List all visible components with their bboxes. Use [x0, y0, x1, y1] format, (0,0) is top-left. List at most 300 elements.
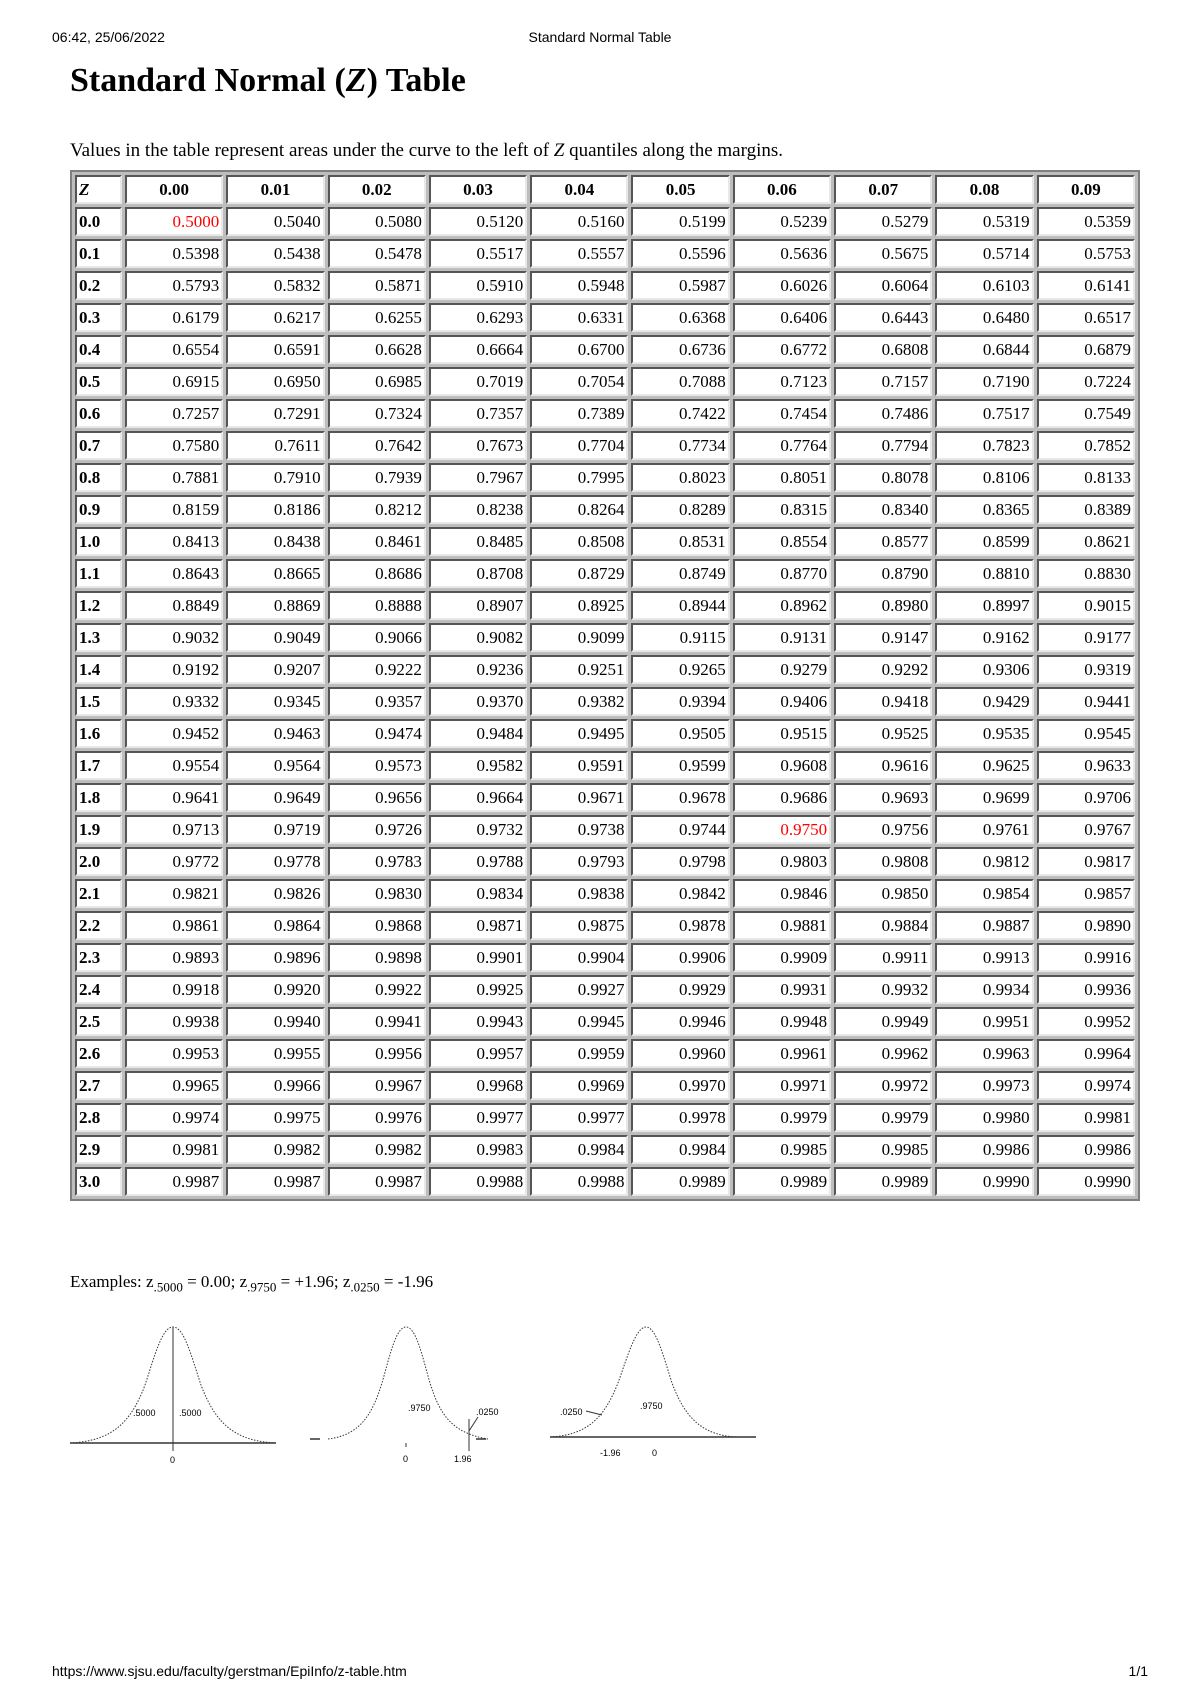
table-cell: 0.8051	[733, 463, 831, 492]
table-cell: 0.7324	[328, 399, 426, 428]
table-cell: 0.9345	[226, 687, 324, 716]
left-area-label: .9750	[408, 1403, 431, 1413]
z-row-label: 1.6	[75, 719, 122, 748]
table-cell: 0.5279	[834, 207, 932, 236]
table-row	[75, 495, 1135, 524]
table-cell: 0.7704	[530, 431, 628, 460]
table-cell: 0.9934	[935, 975, 1033, 1004]
z-row-label: 0.9	[75, 495, 122, 524]
table-row	[75, 847, 1135, 876]
table-cell: 0.7422	[631, 399, 729, 428]
table-cell: 0.7257	[125, 399, 223, 428]
table-cell: 0.9972	[834, 1071, 932, 1100]
tick-label-mean: 0	[652, 1448, 658, 1458]
table-cell: 0.9535	[935, 719, 1033, 748]
example-3-value: = -1.96	[379, 1272, 434, 1291]
left-area-label: .5000	[133, 1408, 156, 1418]
normal-curve-lower-tail	[550, 1315, 760, 1480]
z-row-label: 1.1	[75, 559, 122, 588]
right-area-label: .9750	[640, 1401, 663, 1411]
table-cell: 0.8159	[125, 495, 223, 524]
table-cell: 0.8830	[1037, 559, 1135, 588]
column-header: 0.00	[125, 175, 223, 204]
table-row	[75, 431, 1135, 460]
title-prefix: Standard Normal (	[70, 62, 346, 99]
table-cell: 0.6700	[530, 335, 628, 364]
table-cell: 0.7486	[834, 399, 932, 428]
z-row-label: 0.2	[75, 271, 122, 300]
table-cell: 0.9834	[429, 879, 527, 908]
table-cell: 0.7967	[429, 463, 527, 492]
table-cell: 0.9896	[226, 943, 324, 972]
table-cell: 0.9429	[935, 687, 1033, 716]
table-row	[75, 335, 1135, 364]
table-cell: 0.8790	[834, 559, 932, 588]
table-cell: 0.6103	[935, 271, 1033, 300]
table-cell: 0.9946	[631, 1007, 729, 1036]
table-row	[75, 879, 1135, 908]
table-cell: 0.9793	[530, 847, 628, 876]
table-cell: 0.9783	[328, 847, 426, 876]
table-cell: 0.7054	[530, 367, 628, 396]
table-cell: 0.7794	[834, 431, 932, 460]
table-cell: 0.9968	[429, 1071, 527, 1100]
table-cell: 0.9990	[1037, 1167, 1135, 1196]
table-cell: 0.9357	[328, 687, 426, 716]
table-cell: 0.9986	[1037, 1135, 1135, 1164]
table-cell: 0.7157	[834, 367, 932, 396]
table-cell: 0.9989	[834, 1167, 932, 1196]
table-cell: 0.9964	[1037, 1039, 1135, 1068]
table-cell: 0.9738	[530, 815, 628, 844]
table-cell: 0.9909	[733, 943, 831, 972]
table-cell: 0.9929	[631, 975, 729, 1004]
table-cell: 0.9989	[733, 1167, 831, 1196]
table-cell: 0.7190	[935, 367, 1033, 396]
table-cell: 0.9573	[328, 751, 426, 780]
table-cell: 0.8577	[834, 527, 932, 556]
table-cell: 0.6772	[733, 335, 831, 364]
table-cell: 0.9699	[935, 783, 1033, 812]
table-header-row	[75, 175, 1135, 204]
table-row	[75, 1103, 1135, 1132]
table-cell: 0.8485	[429, 527, 527, 556]
z-table	[70, 170, 1140, 1201]
table-cell: 0.9987	[125, 1167, 223, 1196]
table-cell: 0.8554	[733, 527, 831, 556]
table-cell: 0.5675	[834, 239, 932, 268]
table-cell: 0.9664	[429, 783, 527, 812]
table-cell: 0.9554	[125, 751, 223, 780]
table-cell: 0.9925	[429, 975, 527, 1004]
normal-curve-lower-tail-svg	[550, 1315, 760, 1475]
table-cell: 0.9906	[631, 943, 729, 972]
table-cell: 0.9394	[631, 687, 729, 716]
table-cell: 0.8389	[1037, 495, 1135, 524]
normal-curve-upper-tail	[310, 1315, 520, 1480]
table-cell: 0.9970	[631, 1071, 729, 1100]
table-cell: 0.8315	[733, 495, 831, 524]
table-cell: 0.5438	[226, 239, 324, 268]
table-cell: 0.9962	[834, 1039, 932, 1068]
table-cell: 0.9857	[1037, 879, 1135, 908]
table-cell: 0.9678	[631, 783, 729, 812]
table-cell: 0.8133	[1037, 463, 1135, 492]
table-cell: 0.9418	[834, 687, 932, 716]
z-row-label: 1.7	[75, 751, 122, 780]
column-header: 0.03	[429, 175, 527, 204]
table-cell: 0.9965	[125, 1071, 223, 1100]
z-row-label: 1.4	[75, 655, 122, 684]
table-row	[75, 751, 1135, 780]
table-cell: 0.5398	[125, 239, 223, 268]
table-cell: 0.9162	[935, 623, 1033, 652]
table-cell: 0.9922	[328, 975, 426, 1004]
table-cell: 0.6591	[226, 335, 324, 364]
table-cell: 0.9032	[125, 623, 223, 652]
title-suffix: ) Table	[366, 62, 466, 99]
table-cell: 0.9591	[530, 751, 628, 780]
tick-label-mean: 0	[403, 1454, 409, 1464]
table-cell: 0.9826	[226, 879, 324, 908]
cut-pointer	[469, 1417, 478, 1431]
table-row	[75, 911, 1135, 940]
table-cell: 0.9959	[530, 1039, 628, 1068]
table-cell: 0.9756	[834, 815, 932, 844]
table-cell: 0.9015	[1037, 591, 1135, 620]
table-cell: 0.9564	[226, 751, 324, 780]
table-cell: 0.9115	[631, 623, 729, 652]
z-row-label: 2.6	[75, 1039, 122, 1068]
table-cell: 0.5948	[530, 271, 628, 300]
table-cell: 0.7389	[530, 399, 628, 428]
table-cell: 0.5832	[226, 271, 324, 300]
table-cell: 0.6064	[834, 271, 932, 300]
table-cell: 0.9988	[429, 1167, 527, 1196]
column-header: 0.02	[328, 175, 426, 204]
table-cell: 0.9949	[834, 1007, 932, 1036]
table-cell: 0.9911	[834, 943, 932, 972]
table-cell: 0.9960	[631, 1039, 729, 1068]
table-cell: 0.8686	[328, 559, 426, 588]
table-cell: 0.9719	[226, 815, 324, 844]
table-cell: 0.7357	[429, 399, 527, 428]
z-row-label: 0.0	[75, 207, 122, 236]
table-cell: 0.6406	[733, 303, 831, 332]
curve-line	[328, 1327, 488, 1439]
table-row	[75, 655, 1135, 684]
table-cell: 0.5793	[125, 271, 223, 300]
table-cell: 0.8531	[631, 527, 729, 556]
table-cell: 0.9861	[125, 911, 223, 940]
table-cell: 0.9686	[733, 783, 831, 812]
table-cell: 0.8997	[935, 591, 1033, 620]
table-cell: 0.9916	[1037, 943, 1135, 972]
table-cell: 0.9984	[530, 1135, 628, 1164]
table-cell: 0.9332	[125, 687, 223, 716]
table-cell: 0.9973	[935, 1071, 1033, 1100]
table-cell: 0.9236	[429, 655, 527, 684]
page-title	[70, 62, 466, 100]
column-header: 0.04	[530, 175, 628, 204]
left-area-label: .0250	[560, 1407, 583, 1417]
table-cell: 0.6517	[1037, 303, 1135, 332]
z-corner-header: Z	[75, 175, 122, 204]
table-cell: 0.7881	[125, 463, 223, 492]
table-cell: 0.9938	[125, 1007, 223, 1036]
table-cell: 0.9987	[226, 1167, 324, 1196]
examples-line	[70, 1272, 433, 1295]
print-page-title: Standard Normal Table	[528, 29, 672, 45]
column-header: 0.07	[834, 175, 932, 204]
table-cell: 0.8289	[631, 495, 729, 524]
table-cell: 0.9382	[530, 687, 628, 716]
table-cell: 0.9990	[935, 1167, 1033, 1196]
cut-pointer	[586, 1411, 602, 1415]
table-cell: 0.6368	[631, 303, 729, 332]
table-cell: 0.6736	[631, 335, 729, 364]
table-cell: 0.9871	[429, 911, 527, 940]
table-cell: 0.9953	[125, 1039, 223, 1068]
table-row	[75, 815, 1135, 844]
table-cell: 0.8962	[733, 591, 831, 620]
table-cell: 0.9952	[1037, 1007, 1135, 1036]
table-cell: 0.9943	[429, 1007, 527, 1036]
table-cell: 0.9808	[834, 847, 932, 876]
table-cell: 0.8980	[834, 591, 932, 620]
table-cell: 0.9986	[935, 1135, 1033, 1164]
z-row-label: 0.3	[75, 303, 122, 332]
table-cell: 0.5753	[1037, 239, 1135, 268]
table-cell: 0.5199	[631, 207, 729, 236]
table-row	[75, 591, 1135, 620]
table-cell: 0.9633	[1037, 751, 1135, 780]
table-cell: 0.9957	[429, 1039, 527, 1068]
table-row	[75, 1039, 1135, 1068]
table-row	[75, 239, 1135, 268]
table-row	[75, 687, 1135, 716]
table-row	[75, 207, 1135, 236]
table-cell: 0.9761	[935, 815, 1033, 844]
table-cell: 0.5040	[226, 207, 324, 236]
table-cell: 0.9881	[733, 911, 831, 940]
table-cell: 0.6293	[429, 303, 527, 332]
table-cell: 0.9515	[733, 719, 831, 748]
z-row-label: 1.9	[75, 815, 122, 844]
table-cell: 0.6179	[125, 303, 223, 332]
example-3-subscript: .0250	[350, 1279, 380, 1295]
table-cell: 0.9985	[834, 1135, 932, 1164]
example-2-subscript: .9750	[247, 1279, 277, 1295]
table-row	[75, 463, 1135, 492]
table-cell: 0.9525	[834, 719, 932, 748]
table-cell: 0.9671	[530, 783, 628, 812]
table-cell: 0.9452	[125, 719, 223, 748]
right-area-label: .5000	[179, 1408, 202, 1418]
z-row-label: 2.8	[75, 1103, 122, 1132]
table-cell: 0.9961	[733, 1039, 831, 1068]
table-cell: 0.9940	[226, 1007, 324, 1036]
table-cell: 0.9980	[935, 1103, 1033, 1132]
table-cell: 0.7224	[1037, 367, 1135, 396]
table-cell: 0.9788	[429, 847, 527, 876]
table-cell: 0.6664	[429, 335, 527, 364]
table-cell: 0.9582	[429, 751, 527, 780]
table-cell: 0.9798	[631, 847, 729, 876]
table-cell: 0.8508	[530, 527, 628, 556]
table-cell: 0.9817	[1037, 847, 1135, 876]
table-cell: 0.8413	[125, 527, 223, 556]
z-row-label: 2.0	[75, 847, 122, 876]
table-cell: 0.9927	[530, 975, 628, 1004]
table-cell: 0.8238	[429, 495, 527, 524]
table-row	[75, 623, 1135, 652]
table-cell: 0.9319	[1037, 655, 1135, 684]
table-cell: 0.6026	[733, 271, 831, 300]
table-cell: 0.9616	[834, 751, 932, 780]
table-cell: 0.9484	[429, 719, 527, 748]
table-cell: 0.9265	[631, 655, 729, 684]
example-1-value: = 0.00; z	[182, 1272, 248, 1291]
table-cell: 0.9987	[328, 1167, 426, 1196]
table-row	[75, 303, 1135, 332]
table-cell: 0.6808	[834, 335, 932, 364]
table-cell: 0.9875	[530, 911, 628, 940]
z-row-label: 0.6	[75, 399, 122, 428]
table-cell: 0.5557	[530, 239, 628, 268]
table-cell: 0.7123	[733, 367, 831, 396]
table-cell: 0.7939	[328, 463, 426, 492]
table-cell: 0.6480	[935, 303, 1033, 332]
table-cell: 0.7764	[733, 431, 831, 460]
table-cell: 0.9901	[429, 943, 527, 972]
z-row-label: 2.4	[75, 975, 122, 1004]
table-cell: 0.8665	[226, 559, 324, 588]
table-cell: 0.9969	[530, 1071, 628, 1100]
z-row-label: 3.0	[75, 1167, 122, 1196]
table-cell: 0.9732	[429, 815, 527, 844]
table-cell: 0.9948	[733, 1007, 831, 1036]
table-cell: 0.9803	[733, 847, 831, 876]
table-cell: 0.9279	[733, 655, 831, 684]
table-cell: 0.9370	[429, 687, 527, 716]
table-cell: 0.8212	[328, 495, 426, 524]
tick-label-cut: -1.96	[600, 1448, 621, 1458]
table-cell: 0.7673	[429, 431, 527, 460]
table-cell: 0.9812	[935, 847, 1033, 876]
table-cell: 0.5910	[429, 271, 527, 300]
table-cell: 0.5596	[631, 239, 729, 268]
table-row	[75, 1071, 1135, 1100]
print-page-number: 1/1	[1128, 1663, 1148, 1679]
table-cell: 0.9893	[125, 943, 223, 972]
table-cell: 0.9251	[530, 655, 628, 684]
table-cell: 0.9945	[530, 1007, 628, 1036]
column-header: 0.01	[226, 175, 324, 204]
table-cell: 0.9441	[1037, 687, 1135, 716]
table-cell: 0.9978	[631, 1103, 729, 1132]
table-cell: 0.9963	[935, 1039, 1033, 1068]
table-cell: 0.8729	[530, 559, 628, 588]
table-cell: 0.9951	[935, 1007, 1033, 1036]
table-cell: 0.6879	[1037, 335, 1135, 364]
table-cell: 0.9854	[935, 879, 1033, 908]
table-cell: 0.9982	[328, 1135, 426, 1164]
table-cell: 0.7823	[935, 431, 1033, 460]
print-datetime: 06:42, 25/06/2022	[52, 29, 165, 45]
table-row	[75, 559, 1135, 588]
z-row-label: 2.9	[75, 1135, 122, 1164]
table-cell: 0.9463	[226, 719, 324, 748]
print-url: https://www.sjsu.edu/faculty/gerstman/EpiInfo/z-table.htm	[52, 1663, 407, 1679]
table-cell: 0.7549	[1037, 399, 1135, 428]
table-cell: 0.8078	[834, 463, 932, 492]
table-cell: 0.9955	[226, 1039, 324, 1068]
table-cell: 0.9292	[834, 655, 932, 684]
table-cell: 0.9147	[834, 623, 932, 652]
table-cell: 0.9918	[125, 975, 223, 1004]
table-row	[75, 527, 1135, 556]
example-2-value: = +1.96; z	[276, 1272, 351, 1291]
table-cell: 0.8810	[935, 559, 1033, 588]
normal-curve-centered-svg	[70, 1315, 280, 1475]
table-cell: 0.9726	[328, 815, 426, 844]
table-cell: 0.5478	[328, 239, 426, 268]
z-row-label: 2.7	[75, 1071, 122, 1100]
table-row	[75, 399, 1135, 428]
table-cell: 0.6217	[226, 303, 324, 332]
table-cell: 0.8186	[226, 495, 324, 524]
table-cell: 0.6844	[935, 335, 1033, 364]
tick-label-0: 0	[170, 1455, 176, 1465]
table-cell: 0.9082	[429, 623, 527, 652]
table-cell: 0.8770	[733, 559, 831, 588]
table-cell: 0.9984	[631, 1135, 729, 1164]
table-cell: 0.8925	[530, 591, 628, 620]
description-before: Values in the table represent areas under the curve to the left of	[70, 140, 554, 161]
z-row-label: 2.5	[75, 1007, 122, 1036]
table-cell: 0.9713	[125, 815, 223, 844]
table-cell: 0.9744	[631, 815, 729, 844]
table-cell: 0.5120	[429, 207, 527, 236]
z-table-body	[75, 207, 1135, 1196]
table-cell: 0.9974	[125, 1103, 223, 1132]
table-cell: 0.8708	[429, 559, 527, 588]
table-row	[75, 1007, 1135, 1036]
table-cell: 0.7291	[226, 399, 324, 428]
table-cell: 0.9988	[530, 1167, 628, 1196]
table-cell: 0.9868	[328, 911, 426, 940]
table-cell: 0.9956	[328, 1039, 426, 1068]
z-row-label: 1.5	[75, 687, 122, 716]
table-cell: 0.9982	[226, 1135, 324, 1164]
table-cell: 0.8023	[631, 463, 729, 492]
table-cell: 0.9649	[226, 783, 324, 812]
table-cell: 0.9222	[328, 655, 426, 684]
table-cell: 0.6985	[328, 367, 426, 396]
table-cell: 0.8869	[226, 591, 324, 620]
table-cell: 0.9890	[1037, 911, 1135, 940]
table-cell: 0.8944	[631, 591, 729, 620]
z-row-label: 0.4	[75, 335, 122, 364]
table-cell: 0.9474	[328, 719, 426, 748]
print-footer	[52, 1663, 1148, 1683]
table-cell: 0.9966	[226, 1071, 324, 1100]
table-cell: 0.9131	[733, 623, 831, 652]
table-cell: 0.9066	[328, 623, 426, 652]
title-variable: Z	[345, 62, 367, 99]
table-cell: 0.9979	[834, 1103, 932, 1132]
